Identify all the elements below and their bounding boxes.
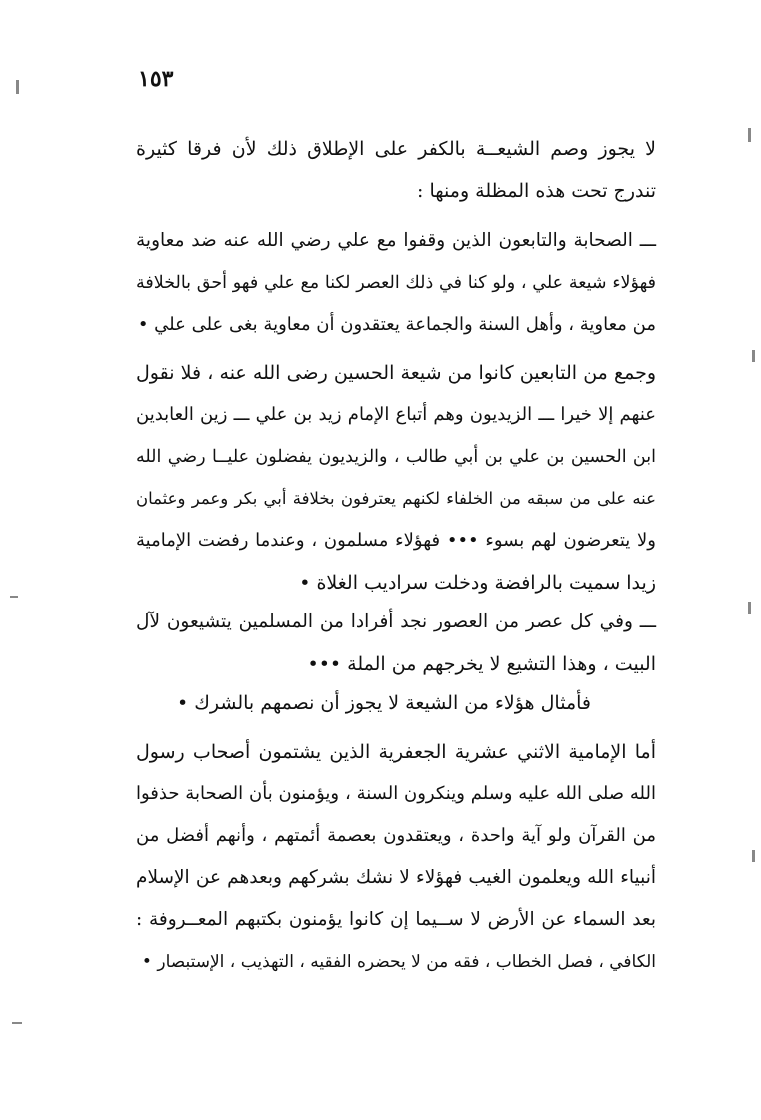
- text-line: أنبياء الله ويعلمون الغيب فهؤلاء لا نشك بشركهم وبعدهم عن الإسلام: [136, 867, 656, 888]
- text-line: فأمثال هؤلاء من الشيعة لا يجوز أن نصمهم بالشرك •: [176, 692, 591, 714]
- text-line: ـــ الصحابة والتابعون الذين وقفوا مع علي رضي الله عنه ضد معاوية: [136, 230, 656, 251]
- text-line: من معاوية ، وأهل السنة والجماعة يعتقدون أن معاوية بغى على علي •: [137, 314, 656, 335]
- text-line: الله صلى الله عليه وسلم وينكرون السنة ، ويؤمنون بأن الصحابة حذفوا: [136, 783, 656, 804]
- scan-margin-mark: [748, 128, 751, 142]
- text-line: البيت ، وهذا التشيع لا يخرجهم من الملة •••: [307, 653, 656, 675]
- scan-margin-mark: [752, 850, 755, 862]
- text-line: الكافي ، فصل الخطاب ، فقه من لا يحضره الفقيه ، التهذيب ، الإستبصار •: [141, 952, 656, 972]
- paragraph-conclusion: [171, 682, 591, 724]
- text-line: عنه على من سبقه من الخلفاء لكنهم يعترفون بخلافة أبي بكر وعمر وعثمان: [136, 489, 656, 508]
- page-number: ١٥٣: [138, 66, 174, 92]
- text-line: فهؤلاء شيعة علي ، ولو كنا في ذلك العصر لكنا مع علي فهو أحق بالخلافة: [136, 273, 656, 293]
- scan-margin-mark: [748, 602, 751, 614]
- scan-margin-mark: [752, 350, 755, 362]
- text-line: وجمع من التابعين كانوا من شيعة الحسين رضى الله عنه ، فلا نقول: [136, 362, 656, 384]
- text-line: عنهم إلا خيرا ـــ الزيديون وهم أتباع الإمام زيد بن علي ـــ زين العابدين: [136, 404, 656, 425]
- text-line: أما الإمامية الاثني عشرية الجعفرية الذين يشتمون أصحاب رسول: [136, 741, 656, 763]
- text-line: ولا يتعرضون لهم بسوء ••• فهؤلاء مسلمون ، وعندما رفضت الإمامية: [136, 530, 656, 551]
- paragraph-zaydis: [136, 352, 656, 604]
- text-line: ـــ وفي كل عصر من العصور نجد أفرادا من المسلمين يتشيعون لآل: [136, 611, 656, 632]
- text-line: تندرج تحت هذه المظلة ومنها :: [417, 180, 656, 202]
- text-line: لا يجوز وصم الشيعــة بالكفر على الإطلاق ذلك لأن فرقا كثيرة: [136, 138, 656, 160]
- paragraph-companions: [136, 220, 656, 346]
- scan-margin-mark: [12, 1022, 22, 1024]
- text-line: بعد السماء عن الأرض لا ســيما إن كانوا يؤمنون بكتبهم المعــروفة :: [136, 909, 656, 930]
- paragraph-intro: [136, 128, 656, 212]
- text-line: ابن الحسين بن علي بن أبي طالب ، والزيديون يفضلون عليــا رضي الله: [136, 447, 656, 467]
- paragraph-every-era: [136, 601, 656, 685]
- text-line: من القرآن ولو آية واحدة ، ويعتقدون بعصمة أئمتهم ، وأنهم أفضل من: [136, 825, 656, 846]
- scan-margin-mark: [16, 80, 19, 94]
- paragraph-imamiyya: [136, 731, 656, 983]
- text-line: زيدا سميت بالرافضة ودخلت سراديب الغلاة •: [299, 572, 656, 594]
- scan-margin-mark: [10, 596, 18, 598]
